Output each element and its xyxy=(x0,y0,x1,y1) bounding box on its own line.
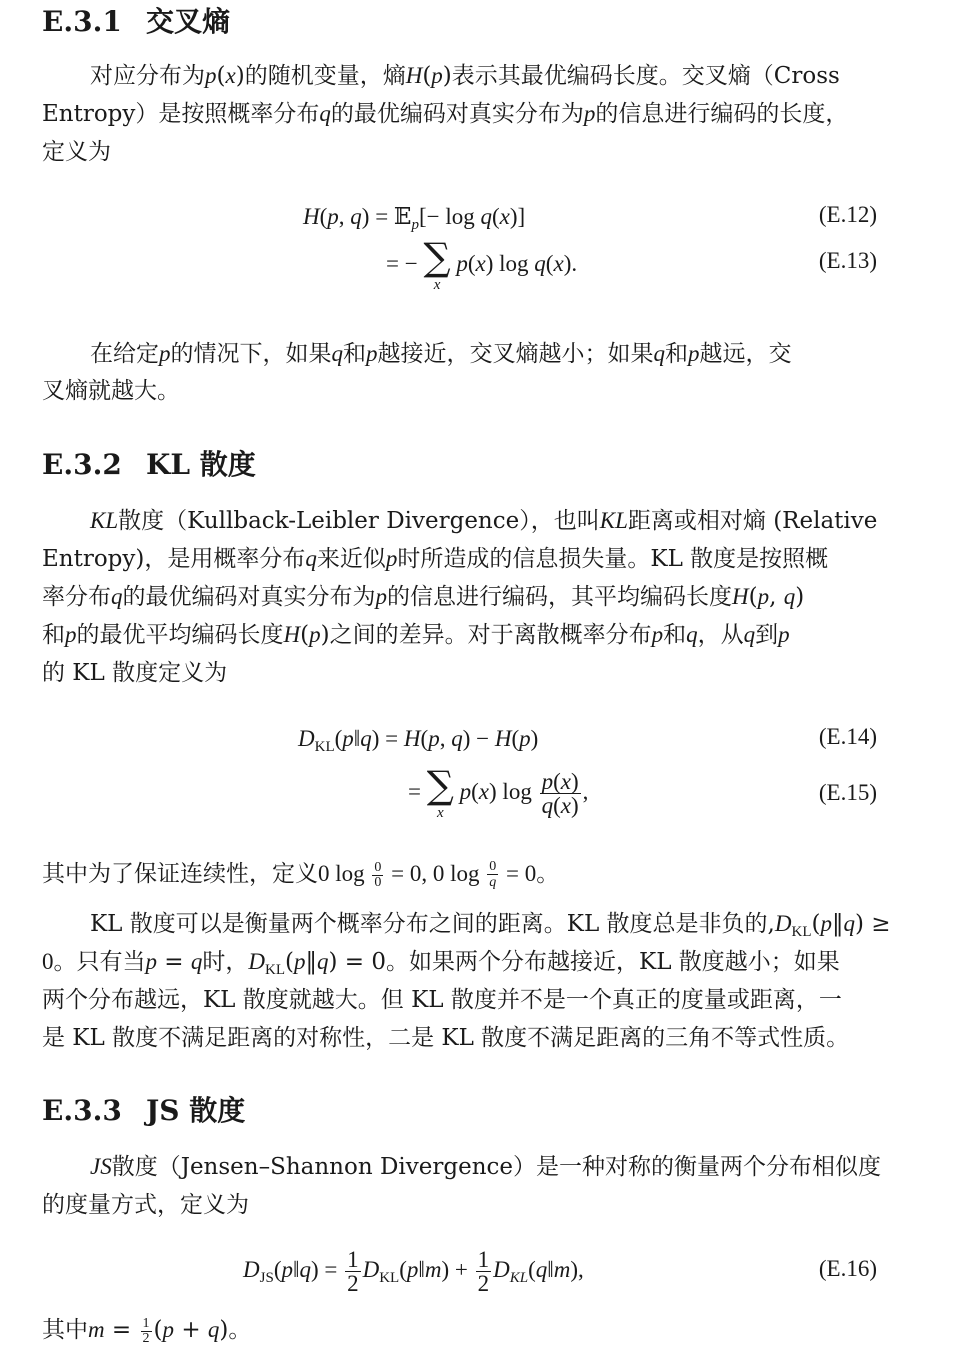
paragraph-line: 的 KL 散度定义为 xyxy=(42,660,228,686)
paragraph-line: 叉熵就越大。 xyxy=(42,378,180,404)
paragraph-line: 其中为了保证连续性，定义0 log $\frac{0}{0}$ = 0, 0 log $\frac{0}{q}$ = 0。 xyxy=(42,859,560,890)
equation-kl-sum: = ∑ x p(x) log $\frac{p(x)}{q(x)}$ , xyxy=(408,763,589,821)
paragraph-line: 的度量方式，定义为 xyxy=(42,1192,249,1218)
paragraph-line: Entropy)，是用概率分布q来近似p时所造成的信息损失量。KL 散度是按照概 xyxy=(42,546,829,572)
section-number: E.3.1 xyxy=(42,5,122,38)
paragraph-line: 率分布q的最优编码对真实分布为p的信息进行编码，其平均编码长度H(p, q) xyxy=(42,584,805,610)
paragraph-line: KL 散度可以是衡量两个概率分布之间的距离。KL 散度总是非负的$,D_{KL}(p‖q)$ ≥ xyxy=(90,911,891,940)
paragraph-line: 是 KL 散度不满足距离的对称性，二是 KL 散度不满足距离的三角不等式性质。 xyxy=(42,1025,850,1051)
paragraph-line: Entropy）是按照概率分布q的最优编码对真实分布为p的信息进行编码的长度， xyxy=(42,101,849,127)
equation-js-definition: $D_{JS}(p‖q)$ = $\frac{1}{2}$ $D_{KL}(p‖m)$ + $\frac{1}{2}$ $D_{KL}(q‖m)$, xyxy=(243,1247,584,1296)
paragraph-line: 在给定p的情况下，如果q和p越接近，交叉熵越小；如果q和p越远，交 xyxy=(90,341,792,367)
section-title: JS 散度 xyxy=(146,1094,246,1127)
equation-cross-entropy-expectation: H(p, q) = 𝔼$_p$[− log q(x)] xyxy=(303,204,526,233)
section-heading-cross-entropy xyxy=(42,0,230,40)
section-title: KL 散度 xyxy=(146,448,256,481)
paragraph-line: 两个分布越远，KL 散度就越大。但 KL 散度并不是一个真正的度量或距离，一 xyxy=(42,987,842,1013)
section-number: E.3.2 xyxy=(42,448,122,481)
paragraph-line: 和p的最优平均编码长度H(p)之间的差异。对于离散概率分布p和q，从q到p xyxy=(42,622,790,648)
equation-number: (E.14) xyxy=(818,724,877,749)
equation-number: (E.15) xyxy=(818,780,877,805)
equation-number: (E.12) xyxy=(818,202,877,227)
equation-number: (E.16) xyxy=(818,1256,877,1281)
section-heading-kl-divergence xyxy=(42,443,256,483)
paragraph-line: 其中m = $\frac{1}{2}$ (p + q)。 xyxy=(42,1315,252,1346)
paragraph-line: JS散度（Jensen–Shannon Divergence）是一种对称的衡量两个分布相似度 xyxy=(90,1154,882,1180)
paragraph-line: 0。只有当p = q时，$D_{KL}(p‖q) = 0$。如果两个分布越接近，KL 散度越小；如果 xyxy=(42,949,840,978)
equation-kl-definition: $D_{KL}(p‖q) = H(p$, q) − H(p) xyxy=(298,726,539,755)
paragraph-line: 定义为 xyxy=(42,139,111,165)
section-number: E.3.3 xyxy=(42,1094,122,1127)
equation-number: (E.13) xyxy=(818,248,877,273)
section-heading-js-divergence xyxy=(42,1089,245,1129)
equation-cross-entropy-sum: = − ∑ x p(x) log q(x). xyxy=(386,235,578,293)
paragraph-line: KL散度（Kullback-Leibler Divergence），也叫KL距离或相对熵 (Relative xyxy=(90,508,878,534)
paragraph-line: 对应分布为p(x)的随机变量，熵H(p)表示其最优编码长度。交叉熵（Cross xyxy=(90,63,840,89)
section-title: 交叉熵 xyxy=(146,5,231,38)
